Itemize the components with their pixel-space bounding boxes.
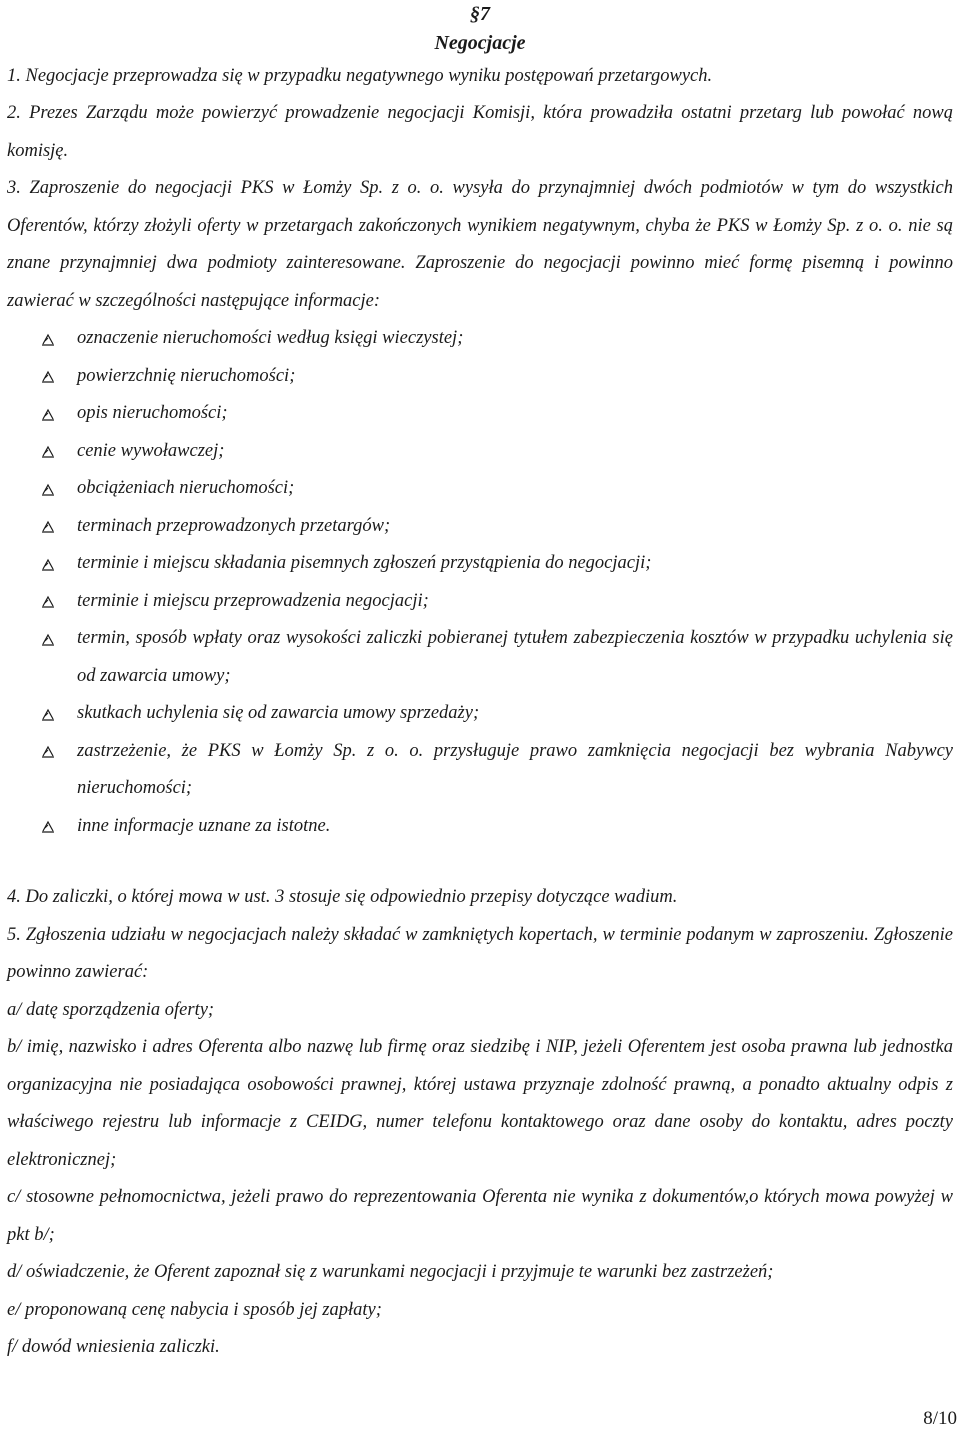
bullet-triangle-icon bbox=[40, 545, 56, 583]
paragraph-2: 2. Prezes Zarządu może powierzyć prowadzenie negocjacji Komisji, która prowadziła ostatni przetarg lub powołać nową komisję. bbox=[7, 103, 953, 161]
section-title: Negocjacje bbox=[434, 32, 526, 54]
paragraph-4: 4. Do zaliczki, o której mowa w ust. 3 stosuje się odpowiednio przepisy dotyczące wadium. bbox=[7, 887, 678, 907]
bullet-triangle-icon bbox=[40, 808, 56, 846]
list-item bbox=[7, 470, 953, 508]
list-item bbox=[7, 358, 953, 396]
paragraph-3: 3. Zaproszenie do negocjacji PKS w Łomży Sp. z o. o. wysyła do przynajmniej dwóch podmiotów w tym do wszystkich Oferentów, którzy złożyli oferty w przetargach zakończonych wynikiem negatywnym, chyba że PKS w Łomży Sp. z o. o. nie są znane przynajmniej dwa podmioty zainteresowane. Zaproszenie do negocjacji powinno mieć formę pisemną i powinno zawierać w szczególności następujące informacje: bbox=[7, 178, 953, 311]
item-b: b/ imię, nazwisko i adres Oferenta albo nazwę lub firmę oraz siedzibę i NIP, jeżeli Oferentem jest osoba prawna lub jednostka organizacyjna nie posiadająca osobowości prawnej, której ustawa przyznaje zdolność prawną, a ponadto aktualny odpis z właściwego rejestru lub informacje z CEIDG, numer telefonu kontaktowego oraz dane osoby do kontaktu, adres poczty elektronicznej; bbox=[7, 1037, 953, 1170]
bullet-triangle-icon bbox=[40, 470, 56, 508]
info-bullet-list bbox=[7, 320, 953, 845]
item-f: f/ dowód wniesienia zaliczki. bbox=[7, 1337, 220, 1357]
document-page bbox=[7, 0, 953, 1367]
list-item-text: opis nieruchomości; bbox=[77, 403, 228, 423]
list-item-text: skutkach uchylenia się od zawarcia umowy sprzedaży; bbox=[77, 703, 480, 723]
bullet-triangle-icon bbox=[40, 358, 56, 396]
bullet-triangle-icon bbox=[40, 620, 56, 658]
item-d: d/ oświadczenie, że Oferent zapoznał się z warunkami negocjacji i przyjmuje te warunki bez zastrzeżeń; bbox=[7, 1262, 774, 1282]
list-item bbox=[7, 320, 953, 358]
list-item bbox=[7, 620, 953, 695]
page-number: 8/10 bbox=[923, 1408, 957, 1429]
list-item bbox=[7, 508, 953, 546]
bullet-triangle-icon bbox=[40, 320, 56, 358]
list-item-text: obciążeniach nieruchomości; bbox=[77, 478, 295, 498]
list-item bbox=[7, 545, 953, 583]
bullet-triangle-icon bbox=[40, 395, 56, 433]
list-item bbox=[7, 733, 953, 808]
spacer bbox=[7, 845, 953, 879]
item-a: a/ datę sporządzenia oferty; bbox=[7, 999, 215, 1020]
list-item-text: cenie wywoławczej; bbox=[77, 440, 225, 461]
bullet-triangle-icon bbox=[40, 508, 56, 546]
list-item-text: oznaczenie nieruchomości według księgi wieczystej; bbox=[77, 328, 464, 348]
paragraph-1: 1. Negocjacje przeprowadza się w przypadku negatywnego wyniku postępowań przetargowych. bbox=[7, 66, 713, 86]
item-c: c/ stosowne pełnomocnictwa, jeżeli prawo do reprezentowania Oferenta nie wynika z dokumentów,o których mowa powyżej w pkt b/; bbox=[7, 1187, 953, 1245]
list-item-text: powierzchnię nieruchomości; bbox=[77, 365, 296, 386]
bullet-triangle-icon bbox=[40, 583, 56, 621]
item-e: e/ proponowaną cenę nabycia i sposób jej zapłaty; bbox=[7, 1299, 382, 1320]
list-item bbox=[7, 808, 953, 846]
list-item-text: terminie i miejscu składania pisemnych zgłoszeń przystąpienia do negocjacji; bbox=[77, 553, 652, 573]
bullet-triangle-icon bbox=[40, 695, 56, 733]
list-item-text: terminie i miejscu przeprowadzenia negocjacji; bbox=[77, 590, 429, 611]
list-item bbox=[7, 395, 953, 433]
list-item bbox=[7, 583, 953, 621]
list-item-text: zastrzeżenie, że PKS w Łomży Sp. z o. o. przysługuje prawo zamknięcia negocjacji bez wybrania Nabywcy nieruchomości; bbox=[77, 740, 953, 798]
bullet-triangle-icon bbox=[40, 433, 56, 471]
list-item bbox=[7, 433, 953, 471]
bullet-triangle-icon bbox=[40, 733, 56, 771]
paragraph-5: 5. Zgłoszenia udziału w negocjacjach należy składać w zamkniętych kopertach, w terminie podanym w zaproszeniu. Zgłoszenie powinno zawierać: bbox=[7, 924, 953, 982]
list-item-text: terminach przeprowadzonych przetargów; bbox=[77, 515, 391, 536]
section-number: §7 bbox=[470, 3, 490, 25]
list-item-text: inne informacje uznane za istotne. bbox=[77, 815, 331, 836]
list-item bbox=[7, 695, 953, 733]
list-item-text: termin, sposób wpłaty oraz wysokości zaliczki pobieranej tytułem zabezpieczenia kosztów w przypadku uchylenia się od zawarcia umowy; bbox=[77, 628, 953, 686]
